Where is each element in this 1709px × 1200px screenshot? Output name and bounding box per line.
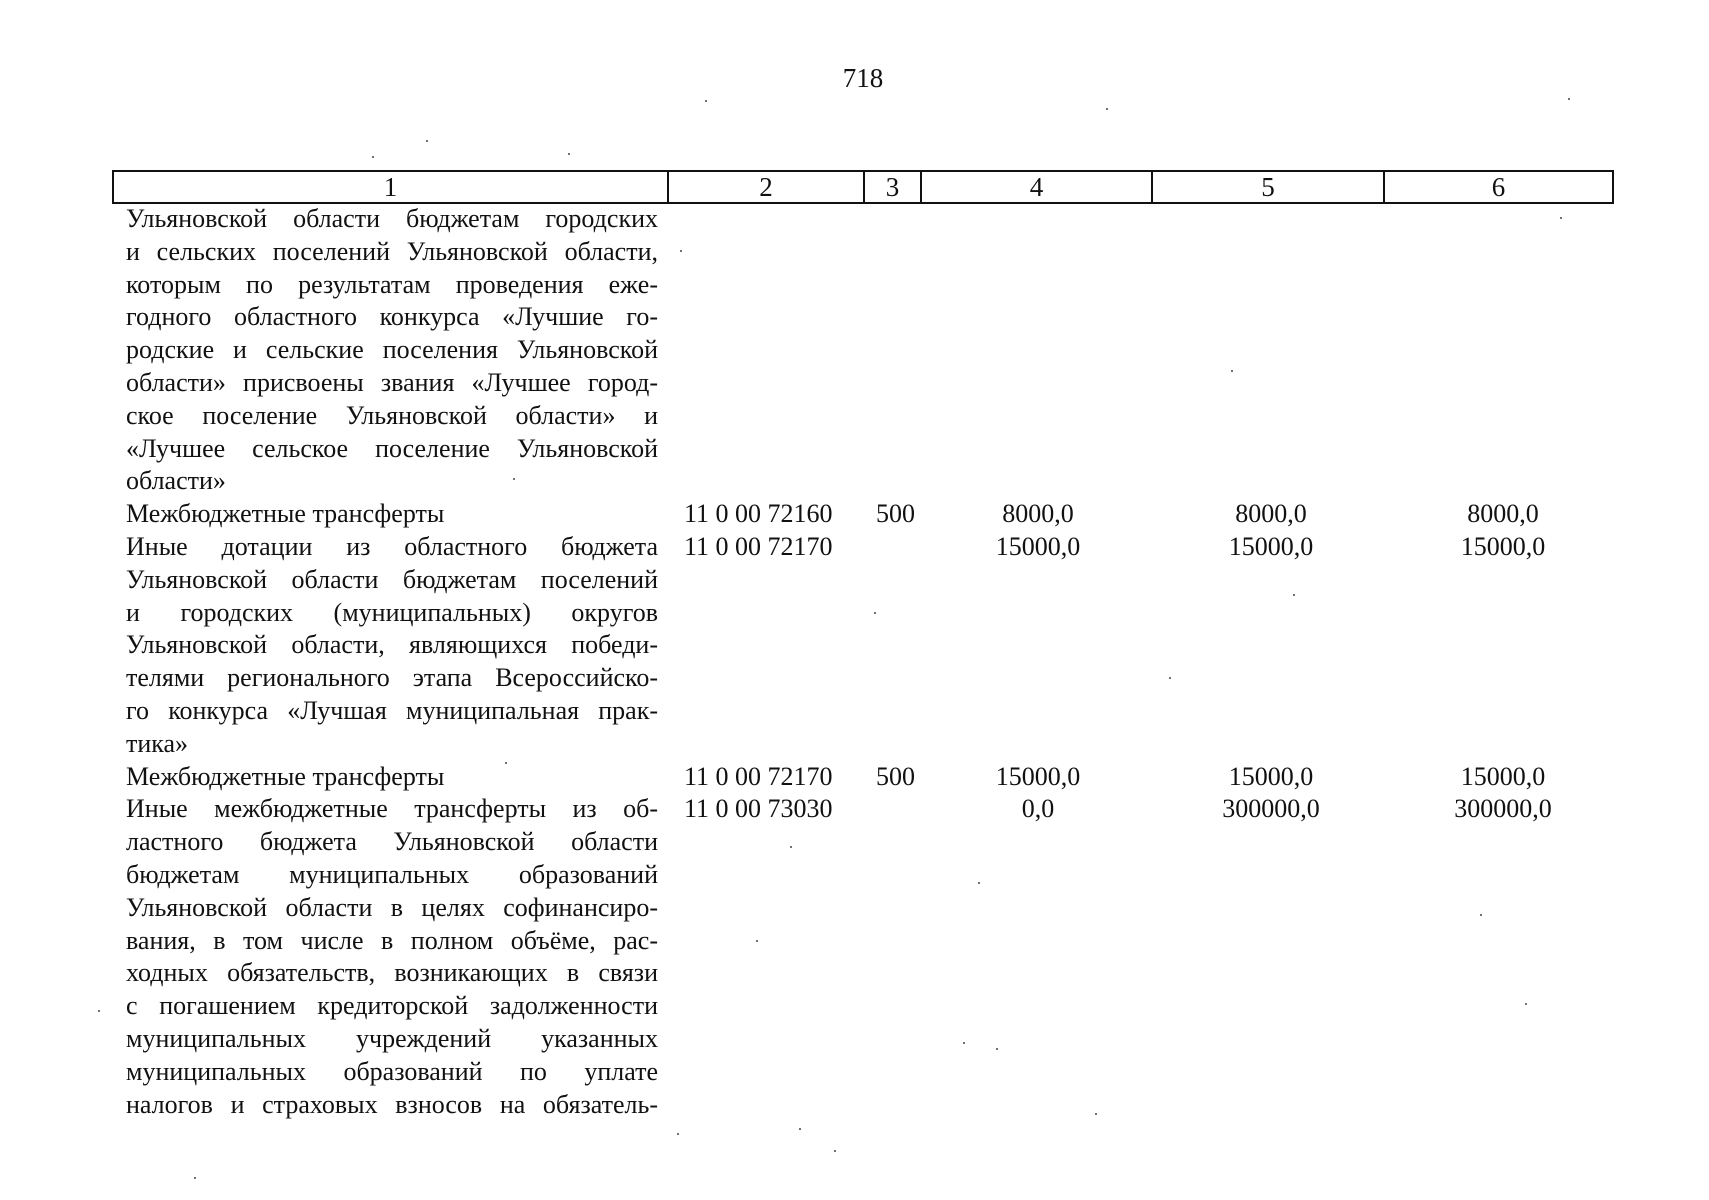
description-line: Ульяновской области бюджетам поселений: [126, 564, 658, 594]
description-line: муниципальных образований по уплате: [126, 1056, 658, 1086]
budget-rows: [0, 203, 1709, 1121]
column-number-row: [113, 171, 1613, 203]
description-line: и городских (муниципальных) округов: [126, 597, 658, 627]
table-row: [0, 761, 1709, 794]
description-line: Иные межбюджетные трансферты из об-: [126, 794, 658, 824]
row-description: [126, 203, 658, 498]
target-article-code: 11 0 00 72170: [684, 761, 833, 791]
description-line: области» присвоены звания «Лучшее город-: [126, 367, 658, 397]
table-row: [0, 793, 1709, 1121]
table-row: [0, 203, 1709, 498]
column-header-6: 6: [1384, 171, 1613, 203]
description-line: го конкурса «Лучшая муниципальная прак-: [126, 695, 658, 725]
amount-col-6: 15000,0: [1460, 761, 1546, 791]
target-article-code: 11 0 00 73030: [684, 794, 833, 824]
amount-col-4: 15000,0: [995, 761, 1081, 791]
row-description: [126, 531, 658, 761]
target-article-code: 11 0 00 72160: [684, 499, 833, 529]
amount-col-5: 300000,0: [1222, 794, 1320, 824]
description-line: Ульяновской области, являющихся победи-: [126, 630, 658, 660]
description-line: телями регионального этапа Всероссийско-: [126, 663, 658, 693]
description-line: и сельских поселений Ульяновской области,: [126, 236, 658, 266]
amount-col-6: 8000,0: [1467, 499, 1539, 529]
description-line: Иные дотации из областного бюджета: [126, 531, 658, 561]
table-row: [0, 531, 1709, 761]
description-line: бюджетам муниципальных образований: [126, 859, 658, 889]
description-line: Межбюджетные трансферты: [126, 761, 445, 791]
description-line: которым по результатам проведения еже-: [126, 269, 658, 299]
amount-col-4: 0,0: [1021, 794, 1055, 824]
description-line: «Лучшее сельское поселение Ульяновской: [126, 433, 658, 463]
amount-col-6: 15000,0: [1460, 531, 1546, 561]
column-header-table: [112, 170, 1614, 204]
column-header-5: 5: [1152, 171, 1384, 203]
amount-col-6: 300000,0: [1454, 794, 1552, 824]
description-line: Межбюджетные трансферты: [126, 499, 445, 529]
description-line: ластного бюджета Ульяновской области: [126, 827, 658, 857]
description-line: муниципальных учреждений указанных: [126, 1023, 658, 1053]
column-header-2: 2: [668, 171, 864, 203]
row-description: [126, 793, 658, 1121]
target-article-code: 11 0 00 72170: [684, 531, 833, 561]
description-line: Ульяновской области в целях софинансиро-: [126, 892, 658, 922]
amount-col-4: 8000,0: [1002, 499, 1074, 529]
description-line: родские и сельские поселения Ульяновской: [126, 335, 658, 365]
amount-col-4: 15000,0: [995, 531, 1081, 561]
description-line: налогов и страховых взносов на обязатель-: [126, 1089, 658, 1119]
expense-type-code: 500: [876, 499, 915, 529]
description-line: области»: [126, 466, 226, 496]
table-row: [0, 498, 1709, 531]
description-line: с погашением кредиторской задолженности: [126, 991, 658, 1021]
description-line: вания, в том числе в полном объёме, рас-: [126, 925, 658, 955]
column-header-3: 3: [864, 171, 921, 203]
page-number: 718: [842, 63, 884, 93]
row-description: [126, 761, 658, 794]
description-line: ское поселение Ульяновской области» и: [126, 400, 658, 430]
description-line: тика»: [126, 728, 189, 758]
amount-col-5: 8000,0: [1235, 499, 1307, 529]
amount-col-5: 15000,0: [1228, 531, 1314, 561]
description-line: годного областного конкурса «Лучшие го-: [126, 302, 658, 332]
description-line: Ульяновской области бюджетам городских: [126, 204, 658, 233]
description-line: ходных обязательств, возникающих в связи: [126, 958, 658, 988]
column-header-4: 4: [921, 171, 1152, 203]
row-description: [126, 498, 658, 531]
amount-col-5: 15000,0: [1228, 761, 1314, 791]
column-header-1: 1: [113, 171, 668, 203]
expense-type-code: 500: [876, 761, 915, 791]
